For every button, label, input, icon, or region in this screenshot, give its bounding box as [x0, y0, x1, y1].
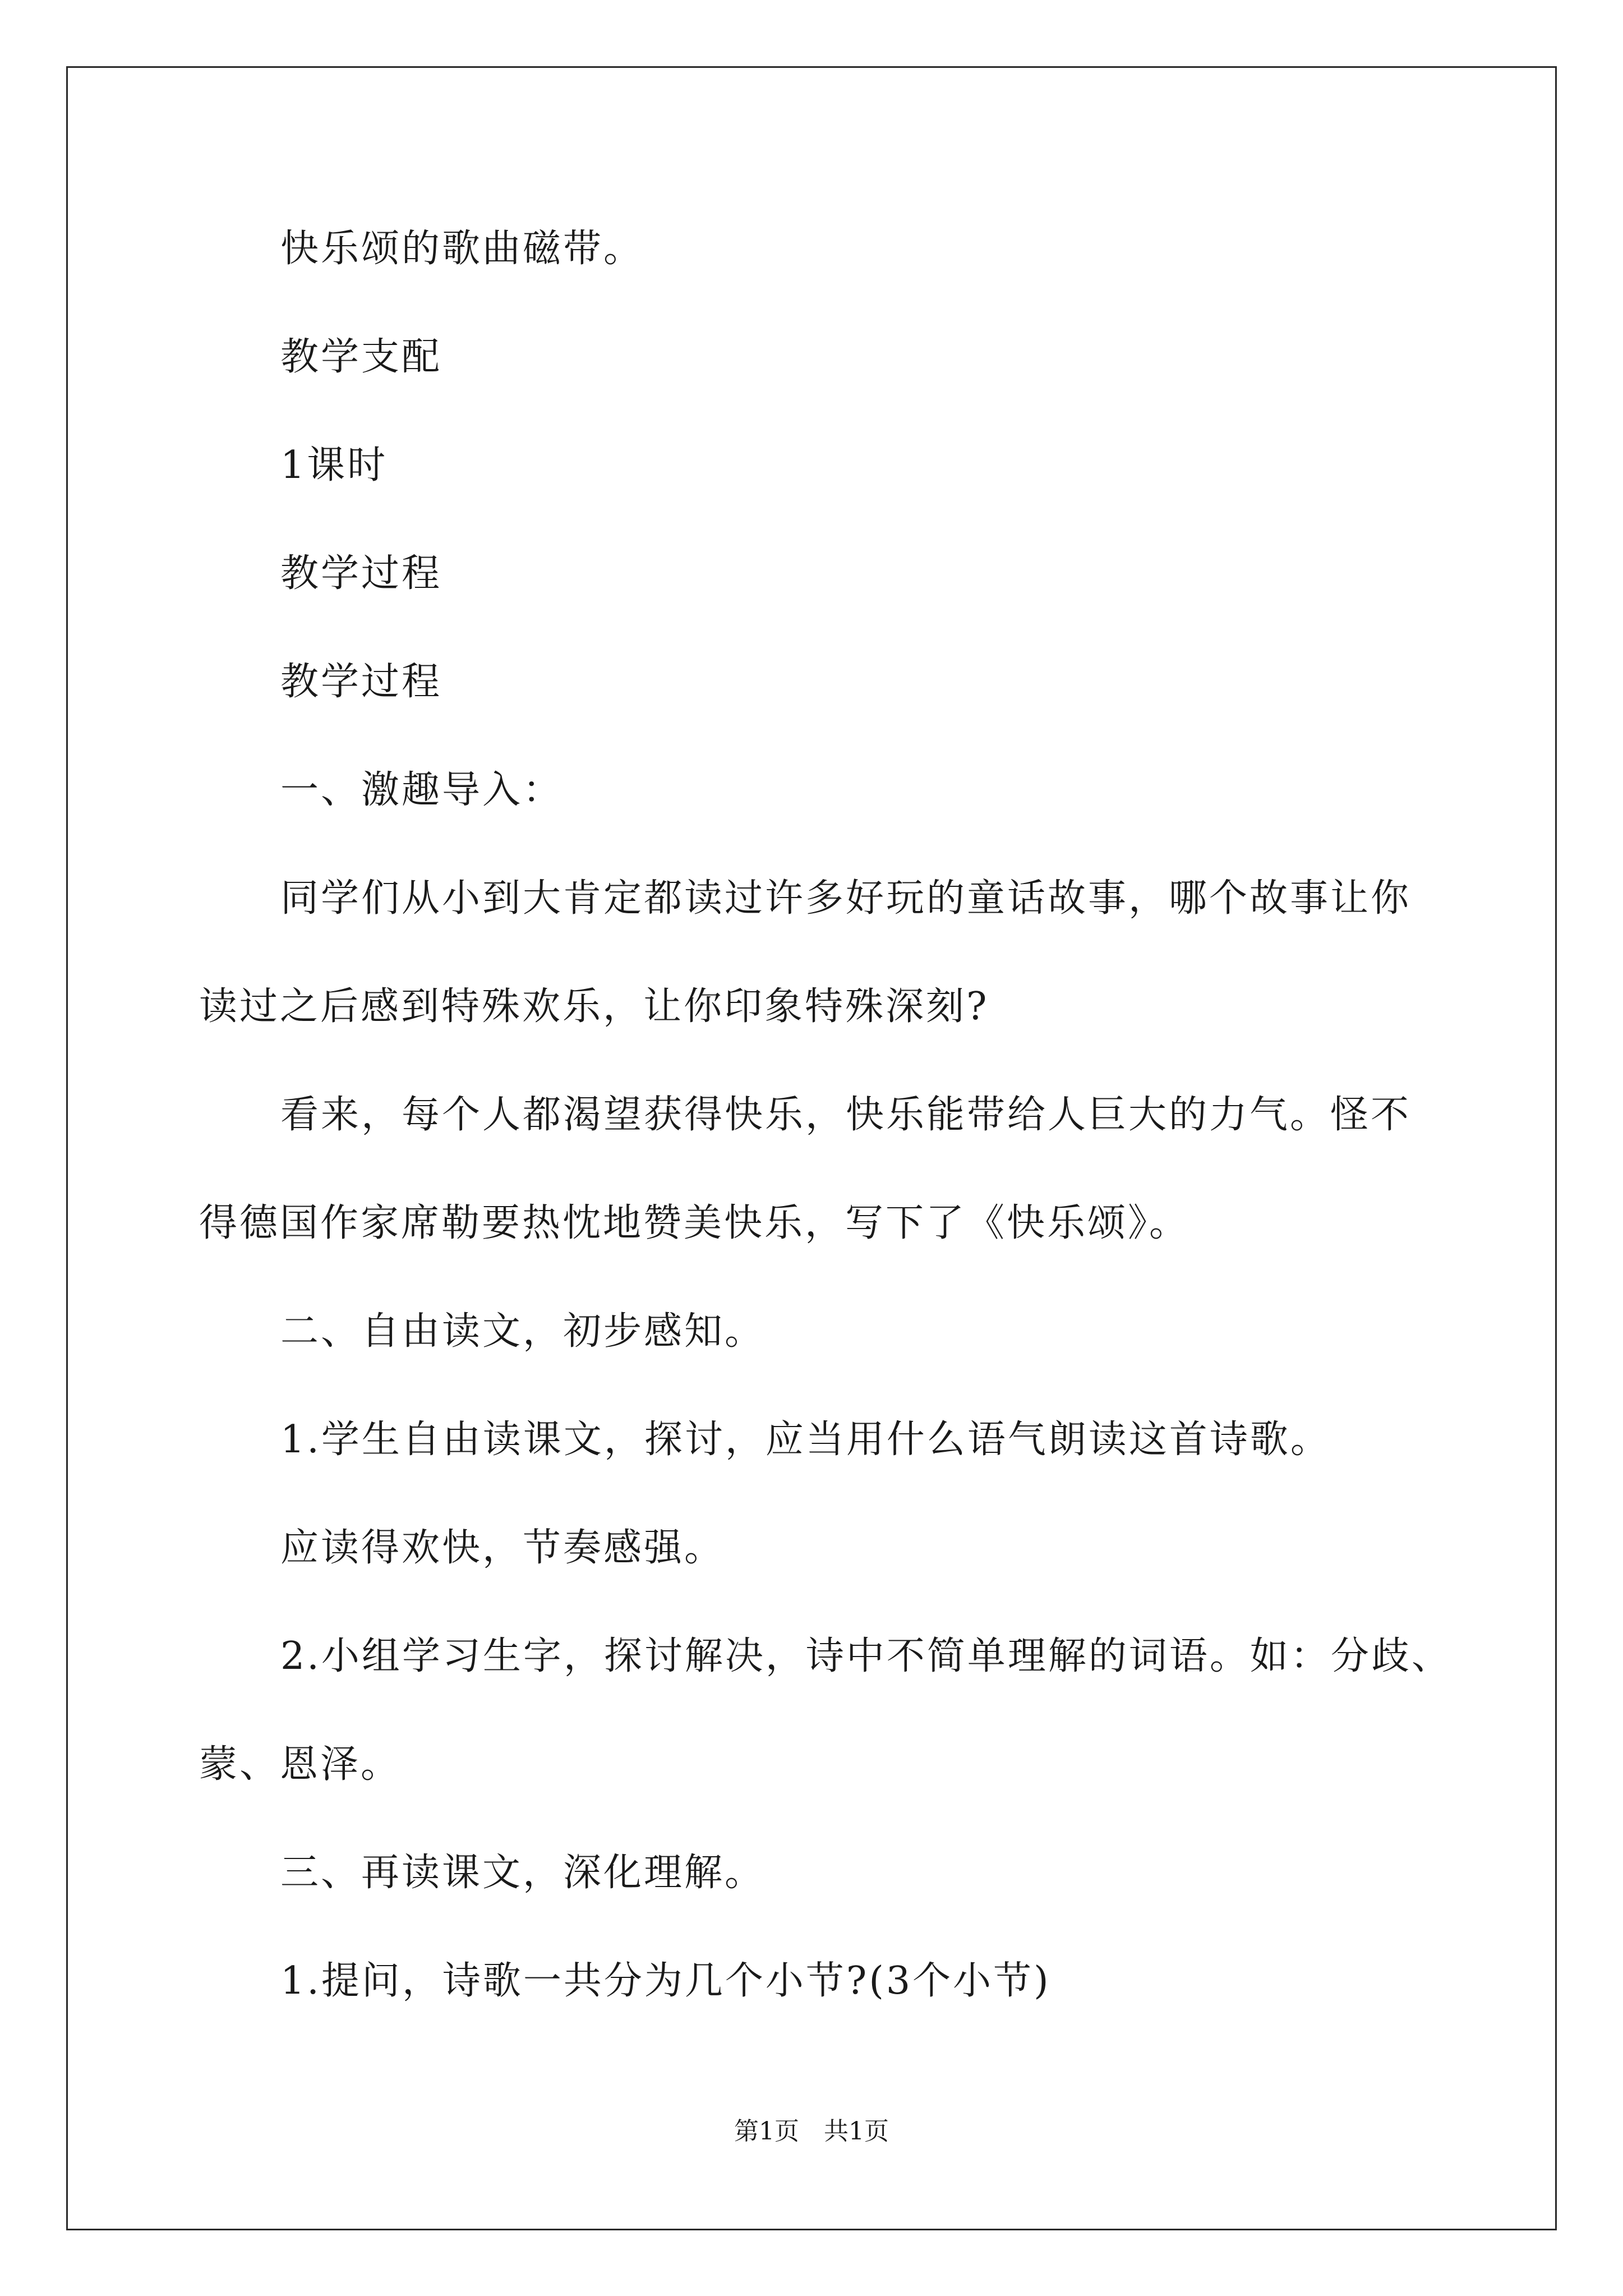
heading-teaching-process: 教学过程: [280, 551, 442, 596]
page-footer: 第1页 共1页: [734, 2117, 889, 2146]
paragraph-reading-style: 应读得欢快，节奏感强。: [280, 1526, 725, 1570]
paragraph-joy-line-1: 看来，每个人都渴望获得快乐，快乐能带给人巨大的力气。怪不: [280, 1093, 1412, 1137]
list-item-3: 1.提问，诗歌一共分为几个小节?(3个小节): [280, 1959, 1051, 2003]
paragraph-intro-line-2: 读过之后感到特殊欢乐，让你印象特殊深刻?: [199, 984, 989, 1029]
heading-teaching-process-repeat: 教学过程: [280, 660, 442, 704]
paragraph-joy-line-2: 得德国作家席勒要热忱地赞美快乐，写下了《快乐颂》。: [199, 1201, 1190, 1245]
paragraph-class-hours: 1课时: [280, 443, 388, 487]
heading-teaching-arrangement: 教学支配: [280, 335, 442, 379]
section-heading-1: 一、激趣导入：: [280, 768, 564, 812]
list-item-2-line-2: 蒙、恩泽。: [199, 1742, 402, 1787]
list-item-1: 1.学生自由读课文，探讨，应当用什么语气朗读这首诗歌。: [280, 1418, 1331, 1462]
section-heading-3: 三、再读课文，深化理解。: [280, 1851, 766, 1895]
paragraph-materials: 快乐颂的歌曲磁带。: [280, 227, 644, 271]
list-item-2-line-1: 2.小组学习生字，探讨解决，诗中不简单理解的词语。如：分歧、: [280, 1634, 1452, 1678]
section-heading-2: 二、自由读文，初步感知。: [280, 1309, 766, 1354]
paragraph-intro-line-1: 同学们从小到大肯定都读过许多好玩的童话故事，哪个故事让你: [280, 876, 1412, 921]
